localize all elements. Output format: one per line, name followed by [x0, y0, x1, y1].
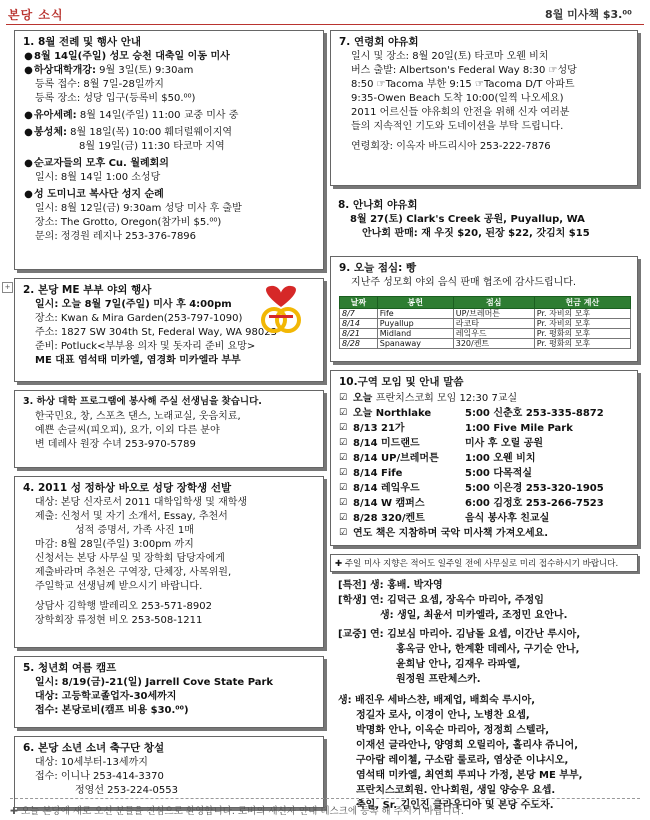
detail-line: 장소: The Grotto, Oregon(참가비 $5.⁰⁰) [35, 217, 222, 228]
detail-line: ME 대표 염석태 미카엘, 염경화 미카엘라 부부 [35, 355, 241, 366]
checkbox-icon: ☑ [339, 483, 348, 493]
section-title: 2. 본당 ME 부부 야외 행사 [23, 284, 152, 296]
table-header-row [340, 297, 631, 309]
detail-line: 준비: Potluck<부부용 의자 및 돗자리 준비 요망> [35, 341, 256, 352]
checkbox-icon: ☑ [339, 468, 348, 478]
checkbox-icon: ☑ [339, 423, 348, 433]
detail-line: 2011 어르신들 야유회의 안전을 위해 신자 여러분 [351, 107, 570, 118]
section-10-district-meetings [330, 370, 638, 546]
section-title: 3. 하상 대학 프로그램에 봉사해 주실 선생님을 찾습니다. [23, 396, 262, 407]
mass-intentions-list [330, 578, 638, 817]
detail-line: 8월 19일(금) 11:30 타코마 지역 [79, 141, 225, 152]
section-9-lunch [330, 256, 638, 362]
detail-line: 일시: 오늘 8월 7일(주일) 미사 후 4:00pm [35, 299, 232, 310]
table-cell: 8/14 [340, 319, 378, 329]
list-item: ☑ 연도 책은 지참하며 국악 미사책 가져오세요. [339, 528, 549, 539]
detail-line: 8월 27(토) Clark's Creek 공원, Puyallup, WA [350, 214, 585, 225]
detail-line: 일시: 8월 14일 1:00 소성당 [35, 172, 161, 183]
table-cell: Puyallup [377, 319, 453, 329]
intention-line: [교중] 연: 김보심 마리아. 김남돌 요셉, 이간난 루시아, [338, 629, 581, 640]
section-title: 7. 연령회 야유회 [339, 36, 419, 48]
lunch-schedule-table [339, 296, 631, 349]
detail-line: 접수: 본당로비(캠프 비용 $30.⁰⁰) [35, 705, 189, 716]
section-1-liturgy [14, 30, 324, 270]
section-title: 9. 오늘 점심: 빵 [339, 262, 417, 274]
section-title: 5. 청년회 여름 캠프 [23, 662, 117, 674]
list-item: ☑ 8/14 미드랜드 미사 후 오릴 공원 [339, 438, 544, 449]
checkbox-icon: ☑ [339, 453, 348, 463]
me-hearts-logo-icon [257, 285, 305, 335]
table-cell: Pr. 자비의 모후 [534, 319, 630, 329]
column-header: 점심 [453, 297, 534, 309]
mass-intention-notice: ✚ 주일 미사 지향은 적어도 일주일 전에 사무실로 미리 접수하시기 바랍니다. [330, 554, 638, 572]
table-cell: 320/켄트 [453, 339, 534, 349]
bullet-icon: ● [24, 110, 33, 121]
section-8-anna-outing [330, 194, 638, 250]
missal-price: 8월 미사책 $3.⁰⁰ [545, 8, 632, 21]
detail-line: 들의 지속적인 기도와 도네이션을 부탁 드립니다. [351, 121, 564, 132]
column-header: 헌금 계산 [534, 297, 630, 309]
page-header [0, 0, 650, 26]
detail-line: 제출: 신청서 및 자기 소개서, Essay, 추천서 [35, 511, 228, 522]
table-cell: Pr. 자비의 모후 [534, 309, 630, 319]
list-item: ☑ 8/28 320/켄트 음식 봉사후 친교실 [339, 513, 550, 524]
list-item: ● 순교자들의 모후 Cu. 월례회의 [24, 158, 169, 169]
detail-line: 등록 접수: 8월 7일-28일까지 [35, 79, 164, 90]
detail-line: 변 데레사 원장 수녀 253-970-5789 [35, 439, 196, 450]
table-cell: Midland [377, 329, 453, 339]
detail-line: 안나회 판매: 재 우짓 $20, 된장 $22, 갓김치 $15 [362, 228, 590, 239]
detail-line: 등록 장소: 성당 입구(등록비 $50.⁰⁰) [35, 93, 196, 104]
table-cell: Fife [377, 309, 453, 319]
table-row [340, 319, 631, 329]
left-column [14, 30, 324, 816]
detail-line: 일시: 8월 12일(금) 9:30am 성당 미사 후 출발 [35, 203, 242, 214]
detail-line: 한국민요, 창, 스포츠 댄스, 노래교실, 웃음치료, [35, 411, 241, 422]
table-cell: Spanaway [377, 339, 453, 349]
table-row [340, 309, 631, 319]
intention-line: 원정원 프란체스카. [396, 674, 481, 685]
detail-line: 성적 증명서, 가족 사진 1매 [75, 525, 194, 536]
table-cell: 레잌우드 [453, 329, 534, 339]
checkbox-icon: ☑ [339, 408, 348, 418]
header-divider [6, 24, 644, 25]
intention-line: 축일, Sr. 김인진 클라우디아 및 본당 수도자. [356, 800, 554, 811]
detail-line: 장학회장 류정현 비오 253-508-1211 [35, 615, 203, 626]
section-5-youth-camp [14, 656, 324, 728]
intention-line: [학생] 연: 김덕근 요셉, 장옥수 마리아, 주정임 [338, 595, 544, 606]
section-title: 6. 본당 소년 소녀 축구단 창설 [23, 742, 165, 754]
detail-line: 마감: 8월 28일(주일) 3:00pm 까지 [35, 539, 194, 550]
detail-line: 정영선 253-224-0553 [75, 785, 178, 796]
bullet-icon: ● [24, 127, 33, 138]
table-cell: 8/21 [340, 329, 378, 339]
detail-line: 일시: 8/19(금)-21(일) Jarrell Cove State Park [35, 677, 274, 688]
intention-line: 윤희남 안나, 김재우 라파엘, [396, 659, 521, 670]
bullet-icon: ● [24, 51, 33, 62]
intention-line: 생: 배진우 세바스챤, 배제업, 배희숙 루시아, [338, 695, 536, 706]
list-item: ☑ 8/14 레잌우드 5:00 이은경 253-320-1905 [339, 483, 604, 494]
list-item: ☑ 8/14 W 캠퍼스 6:00 김정호 253-266-7523 [339, 498, 604, 509]
list-item: ☑ 8/14 UP/브레머튼 1:00 오웬 비치 [339, 453, 536, 464]
detail-line: 장소: Kwan & Mira Garden(253-797-1090) [35, 313, 243, 324]
intention-line: 프란치스코회원. 안나회원, 생일 양승우 요셉. [356, 785, 556, 796]
checkbox-icon: ☑ [339, 528, 348, 538]
list-item: ☑ 8/14 Fife 5:00 다목적실 [339, 468, 532, 479]
list-item: ☑ 오늘 프란치스코회 모임 12:30 7교실 [339, 393, 518, 404]
detail-line: 8:50 ☞Tacoma 부한 9:15 ☞Tacoma D/T 아파트 [351, 79, 575, 90]
checkbox-icon: ☑ [339, 498, 348, 508]
checkbox-icon: ☑ [339, 513, 348, 523]
section-title: 1. 8월 전례 및 행사 안내 [23, 36, 142, 48]
bullet-icon: ● [24, 189, 33, 200]
checkbox-icon: ☑ [339, 438, 348, 448]
list-item: ☑ 8/13 21가 1:00 Five Mile Park [339, 423, 573, 434]
section-3-volunteers [14, 390, 324, 468]
detail-line: 제출바라며 추천은 구역장, 단체장, 사목위원, [35, 567, 232, 578]
detail-line: 예쁜 손글씨(피오피), 요가, 이외 다른 분야 [35, 425, 220, 436]
detail-line: 일시 및 장소: 8월 20일(토) 타코마 오웬 비치 [351, 51, 549, 62]
detail-line: 주일학교 선생님께 받으시기 바랍니다. [35, 581, 203, 592]
table-cell: 8/7 [340, 309, 378, 319]
table-cell: UP/브레머튼 [453, 309, 534, 319]
table-row [340, 329, 631, 339]
intention-line: 홍옥금 안나, 한계환 데레사, 구기순 안나, [396, 644, 580, 655]
list-item: ● 하상대학개강: 9월 3일(토) 9:30am [24, 65, 194, 76]
column-header: 봉헌 [377, 297, 453, 309]
section-7-memorial-outing [330, 30, 638, 186]
section-4-scholarship [14, 476, 324, 648]
intention-line: 박명화 안나, 이옥순 마리아, 정정희 스텔라, [356, 725, 550, 736]
section-2-me-outing [14, 278, 324, 382]
welcome-footer: ✚ 오늘 본당에 새로 오신 분들을 진심으로 환영합니다. 로비의 새신자 안내 데스크에 등록 해 주시기 바랍니다. [10, 798, 640, 817]
detail-line: 신청서는 본당 사무실 및 장학회 담당자에게 [35, 553, 225, 564]
detail-line: 상담사 김학행 발레리오 253-571-8902 [35, 601, 212, 612]
section-title: 8. 안나회 야유회 [338, 199, 418, 211]
table-cell: 8/28 [340, 339, 378, 349]
list-item: ● 유아세례: 8월 14일(주일) 11:00 교중 미사 중 [24, 110, 239, 121]
detail-line: 접수: 이니나 253-414-3370 [35, 771, 164, 782]
list-item: ● 성 도미니코 복사단 성지 순례 [24, 189, 164, 200]
detail-line: 대상: 10세부터-13세까지 [35, 757, 148, 768]
table-cell: Pr. 평화의 모후 [534, 339, 630, 349]
list-item: ● 8월 14일(주일) 성모 승천 대축일 이동 미사 [24, 51, 230, 62]
intention-line: 이재선 글라안나, 양영희 오릴리아, 홀리샤 쥬니어, [356, 740, 579, 751]
section-title: 10.구역 모임 및 안내 말씀 [339, 376, 464, 388]
intention-line: [특전] 생: 홍배. 박자영 [338, 580, 443, 591]
intention-line: 생: 생일, 최윤서 미카엘라, 조정민 요안나. [380, 610, 568, 621]
detail-line: 대상: 고등학교졸업자-30세까지 [35, 691, 177, 702]
table-cell: 라코타 [453, 319, 534, 329]
intention-line: 정길자 로사, 이경이 안나, 노병찬 요셉, [356, 710, 530, 721]
table-row [340, 339, 631, 349]
intention-line: 염석태 미카엘, 최연희 루피나 가정, 본당 ME 부부, [356, 770, 583, 781]
detail-line: 주소: 1827 SW 304th St, Federal Way, WA 98023 [35, 327, 277, 338]
bullet-icon: ● [24, 158, 33, 169]
detail-line: 지난주 성모회 야외 음식 판매 협조에 감사드립니다. [351, 277, 577, 288]
table-move-handle-icon[interactable]: + [2, 282, 13, 293]
intention-line: 구아람 레이첼, 구소람 룰로라, 염상준 이냐시오, [356, 755, 569, 766]
detail-line: 문의: 정경원 레지나 253-376-7896 [35, 231, 197, 242]
bullet-icon: ● [24, 65, 33, 76]
list-item: ☑ 오늘 Northlake 5:00 신춘호 253-335-8872 [339, 408, 604, 419]
detail-line: 대상: 본당 신자로서 2011 대학입학생 및 재학생 [35, 497, 248, 508]
list-item: ● 봉성체: 8월 18일(목) 10:00 훼더럴웨이지역 [24, 127, 233, 138]
page-title: 본당 소식 [8, 8, 64, 22]
detail-line: 버스 출발: Albertson's Federal Way 8:30 ☞성당 [351, 65, 577, 76]
table-cell: Pr. 평화의 모후 [534, 329, 630, 339]
right-column [330, 30, 638, 817]
section-title: 4. 2011 성 정하상 바오로 성당 장학생 선발 [23, 482, 232, 494]
checkbox-icon: ☑ [339, 393, 348, 403]
detail-line: 연령회장: 이옥자 바드리시아 253-222-7876 [351, 141, 551, 152]
column-header: 날짜 [340, 297, 378, 309]
detail-line: 9:35-Owen Beach 도착 10:00(일찍 나오세요) [351, 93, 564, 104]
